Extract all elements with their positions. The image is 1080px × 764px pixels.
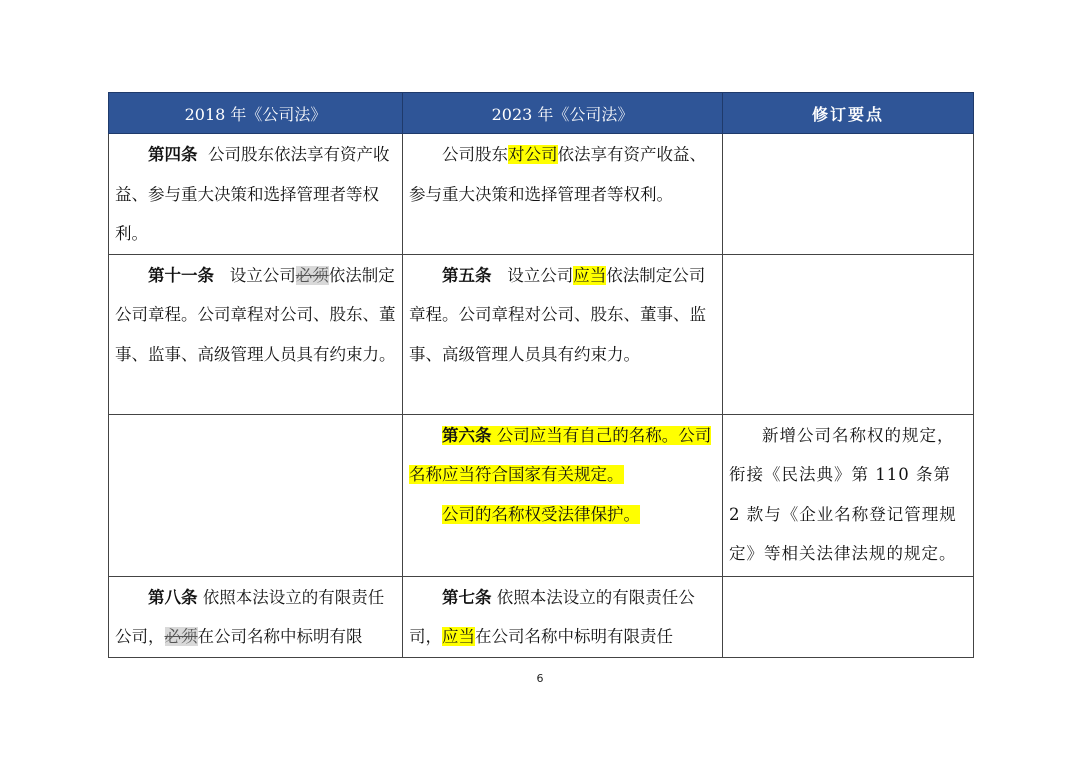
- highlighted-text: 应当: [573, 265, 607, 285]
- cell-2018: [109, 414, 403, 576]
- header-revision-points: 修订要点: [723, 93, 974, 134]
- cell-2023: [403, 576, 723, 657]
- article-text: 依照本法设立的有限责任公司，: [115, 587, 385, 646]
- comparison-table: [108, 92, 974, 658]
- cell-2018: [109, 134, 403, 255]
- table-row: [109, 254, 974, 414]
- header-2023: 2023 年《公司法》: [403, 93, 723, 134]
- article-number: 第十一条: [148, 265, 214, 285]
- cell-note: [723, 576, 974, 657]
- cell-2018: [109, 254, 403, 414]
- cell-2023: [403, 414, 723, 576]
- article-text: 依照本法设立的有限责任公司，: [409, 587, 695, 646]
- article-text: 在公司名称中标明有限责任: [475, 627, 673, 646]
- cell-note: [723, 134, 974, 255]
- cell-2023: [403, 254, 723, 414]
- cell-note: [723, 254, 974, 414]
- article-text: 依法制定公司章程。公司章程对公司、股东、董事、监事、高级管理人员具有约束力。: [115, 265, 396, 364]
- deleted-text: 必须: [295, 265, 329, 285]
- article-number: 第四条: [148, 145, 198, 164]
- table-row: [109, 576, 974, 657]
- table-row: [109, 414, 974, 576]
- article-text: 依法制定公司章程。公司章程对公司、股东、董事、监事、高级管理人员具有约束力。: [409, 265, 706, 364]
- table-header-row: [109, 93, 974, 134]
- deleted-text: 必须: [164, 627, 198, 646]
- highlighted-text: 应当: [442, 627, 475, 646]
- article-text: 公司股东依法享有资产收益、参与重大决策和选择管理者等权利。: [115, 145, 390, 243]
- cell-note: 新增公司名称权的规定，衔接《民法典》第 110 条第 2 款与《企业名称登记管理规定》等相关法律法规的规定。: [723, 414, 974, 576]
- article-number: 第五条: [442, 265, 492, 285]
- article-number: 第八条: [148, 587, 198, 607]
- article-text: 在公司名称中标明有限: [197, 627, 363, 646]
- highlighted-text: 公司的名称权受法律保护。: [442, 504, 640, 524]
- table-row: [109, 134, 974, 255]
- cell-2023: [403, 134, 723, 255]
- cell-2018: [109, 576, 403, 657]
- highlighted-text: 对公司: [508, 145, 558, 164]
- article-text: 设立公司: [507, 265, 574, 285]
- article-number: 第六条: [442, 425, 492, 445]
- article-text: 公司股东: [442, 145, 508, 164]
- page-number: 6: [536, 672, 544, 685]
- article-text: 公司应当有自己的名称。公司名称应当符合国家有关规定。: [409, 425, 712, 484]
- header-2018: 2018 年《公司法》: [109, 93, 403, 134]
- article-text: 依法享有资产收益、参与重大决策和选择管理者等权利。: [409, 145, 706, 204]
- article-text: 设立公司: [229, 265, 296, 285]
- article-number: 第七条: [442, 587, 492, 607]
